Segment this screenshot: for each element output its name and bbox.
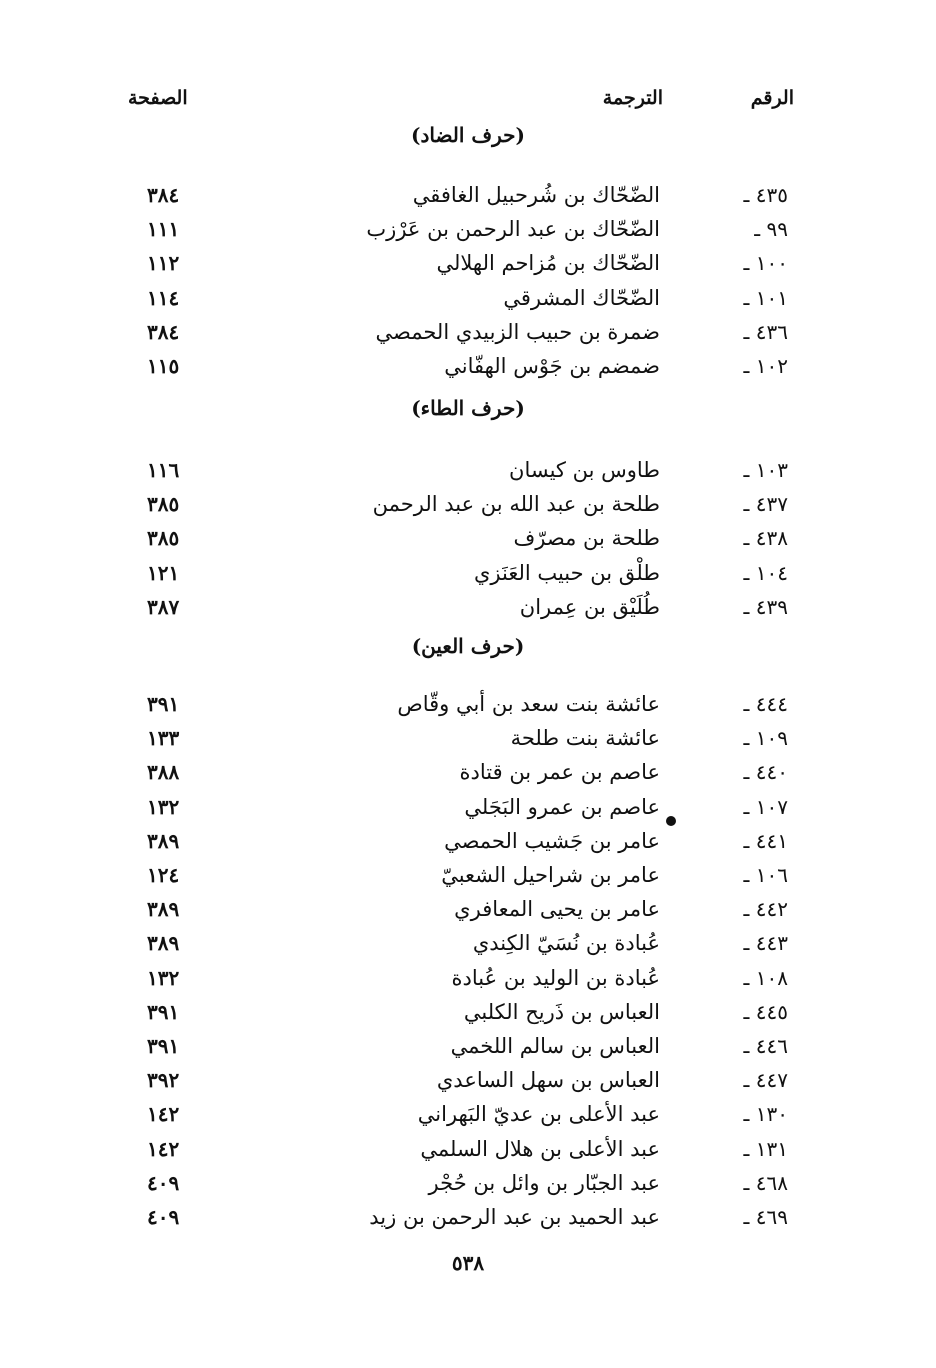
- index-entry-row: [0, 1200, 936, 1234]
- entry-number: ٤٣٩ ـ: [743, 594, 788, 619]
- entry-page: ٣٨٥: [147, 526, 180, 551]
- entry-number: ١٠٣ ـ: [743, 458, 788, 482]
- entry-page: ٣٨٤: [147, 183, 180, 207]
- entry-number: ١٠٨ ـ: [743, 965, 788, 990]
- entry-name: طلْق بن حبيب العَنَزي: [473, 560, 660, 585]
- entry-name: عامر بن شراحيل الشعبيّ: [441, 863, 660, 887]
- index-entry-row: [0, 721, 936, 755]
- entry-number: ٤٤١ ـ: [743, 828, 788, 853]
- entry-name: عامر بن جَشيب الحمصي: [444, 828, 660, 853]
- index-entry-row: [0, 453, 936, 487]
- index-entry-row: [0, 961, 936, 995]
- entry-page: ٤٠٩: [147, 1205, 180, 1229]
- entry-number: ٩٩ ـ: [754, 217, 788, 242]
- index-entry-row: [0, 892, 936, 926]
- entry-page: ١١٢: [147, 251, 180, 276]
- entry-page: ١٣٢: [147, 794, 180, 819]
- column-header-translation: الترجمة: [602, 87, 663, 109]
- entry-page: ٣٩١: [147, 1034, 180, 1058]
- entry-page: ١٤٢: [147, 1136, 180, 1161]
- index-entry-row: [0, 926, 936, 960]
- entry-name: عائشة بنت سعد بن أبي وقّاص: [397, 692, 660, 716]
- index-entry-row: [0, 178, 936, 212]
- entry-name: عاصم بن عمرو البَجَلي: [464, 794, 660, 819]
- entry-name: العباس بن سالم اللخمي: [450, 1034, 660, 1058]
- entry-name: ضمرة بن حبيب الزبيدي الحمصي: [375, 319, 660, 344]
- entry-number: ١٣٠ ـ: [743, 1102, 788, 1127]
- entry-number: ٤٤٤ ـ: [743, 692, 788, 716]
- entry-page: ١٤٢: [147, 1102, 180, 1127]
- entry-number: ١٠٩ ـ: [743, 726, 788, 751]
- entry-page: ٤٠٩: [147, 1170, 180, 1195]
- index-entry-row: [0, 1063, 936, 1097]
- section-heading: (حرف الضاد): [410, 123, 525, 147]
- entry-number: ١٠٧ ـ: [743, 794, 788, 819]
- entry-number: ١٠٢ ـ: [743, 354, 788, 378]
- entry-number: ١٠٤ ـ: [743, 560, 788, 585]
- entry-name: عبد الجبّار بن وائل بن حُجْر: [428, 1170, 660, 1195]
- entry-name: الضّحّاك بن شُرحبيل الغافقي: [412, 183, 660, 207]
- entry-number: ٤٤٢ ـ: [743, 897, 788, 922]
- entry-name: العباس بن ذَريح الكلبي: [463, 999, 660, 1024]
- index-entry-row: [0, 1166, 936, 1200]
- index-entry-row: [0, 521, 936, 555]
- column-header-number: الرقم: [750, 87, 794, 109]
- entry-number: ٤٦٩ ـ: [743, 1205, 788, 1229]
- entry-name: الضّحّاك بن مُزاحم الهلالي: [436, 251, 660, 276]
- entry-name: طاوس بن كيسان: [509, 458, 660, 482]
- index-entry-row: [0, 755, 936, 789]
- entry-name: عامر بن يحيى المعافري: [454, 897, 660, 922]
- index-entry-row: [0, 1132, 936, 1166]
- index-entry-row: [0, 212, 936, 246]
- entry-number: ٤٤٦ ـ: [743, 1034, 788, 1058]
- entry-name: طُلَيْق بن عِمران: [519, 594, 660, 619]
- page-number: ٥٣٨: [451, 1251, 485, 1275]
- index-entry-row: [0, 315, 936, 349]
- entry-number: ٤٣٨ ـ: [743, 526, 788, 551]
- entry-name: الضّحّاك بن عبد الرحمن بن عَرْزب: [366, 217, 660, 242]
- entry-number: ٤٤٣ ـ: [743, 931, 788, 956]
- ink-dot: [666, 816, 676, 826]
- index-entry-row: [0, 487, 936, 521]
- entry-number: ٤٤٧ ـ: [743, 1068, 788, 1093]
- index-entry-row: [0, 858, 936, 892]
- entry-page: ٣٨٩: [147, 931, 180, 956]
- entry-name: طلحة بن مصرّف: [513, 526, 660, 551]
- entry-number: ٤٦٨ ـ: [743, 1170, 788, 1195]
- index-entry-row: [0, 590, 936, 624]
- index-entry-row: [0, 246, 936, 280]
- entry-name: الضّحّاك المشرقي: [503, 285, 660, 310]
- entry-name: ضمضم بن جَوْس الهفّاني: [444, 354, 660, 378]
- entry-name: عائشة بنت طلحة: [510, 726, 660, 751]
- index-entry-row: [0, 1097, 936, 1131]
- entry-number: ٤٤٥ ـ: [743, 999, 788, 1024]
- index-entry-row: [0, 1029, 936, 1063]
- entry-page: ١١٦: [147, 458, 180, 482]
- entry-page: ٣٨٩: [147, 828, 180, 853]
- index-entry-row: [0, 281, 936, 315]
- entry-number: ٤٣٦ ـ: [743, 319, 788, 344]
- entry-number: ٤٣٧ ـ: [743, 492, 788, 517]
- entry-number: ٤٤٠ ـ: [743, 760, 788, 785]
- entry-page: ١١٥: [147, 354, 180, 378]
- entry-page: ١٢٤: [147, 863, 180, 887]
- entry-page: ٣٨٥: [147, 492, 180, 517]
- entry-page: ٣٨٧: [147, 594, 180, 619]
- index-entry-row: [0, 556, 936, 590]
- index-entry-row: [0, 995, 936, 1029]
- entry-number: ١٠١ ـ: [743, 285, 788, 310]
- entry-page: ٣٩١: [147, 999, 180, 1024]
- entry-name: عبد الأعلى بن هلال السلمي: [420, 1136, 660, 1161]
- entry-page: ٣٩٢: [147, 1068, 180, 1093]
- section-heading: (حرف الطاء): [411, 396, 525, 420]
- entry-number: ١٣١ ـ: [743, 1136, 788, 1161]
- section-heading: (حرف العين): [411, 634, 525, 658]
- entry-name: طلحة بن عبد الله بن عبد الرحمن: [372, 492, 660, 517]
- entry-name: عُبادة بن نُسَيّ الكِندي: [472, 931, 660, 956]
- index-entry-row: [0, 687, 936, 721]
- entry-number: ٤٣٥ ـ: [743, 183, 788, 207]
- entry-page: ١٣٣: [147, 726, 180, 751]
- entry-page: ١٣٢: [147, 965, 180, 990]
- entry-name: عبد الأعلى بن عديّ البَهراني: [417, 1102, 660, 1127]
- entry-number: ١٠٦ ـ: [743, 863, 788, 887]
- entry-page: ٣٨٨: [147, 760, 180, 785]
- index-entry-row: [0, 824, 936, 858]
- entry-page: ١١٤: [147, 285, 180, 310]
- entry-page: ١٢١: [147, 560, 180, 585]
- entry-page: ١١١: [147, 217, 180, 242]
- column-header-page: الصفحة: [128, 87, 188, 109]
- entry-page: ٣٨٩: [147, 897, 180, 922]
- entry-page: ٣٩١: [147, 692, 180, 716]
- index-entry-row: [0, 349, 936, 383]
- index-entry-row: [0, 790, 936, 824]
- entry-page: ٣٨٤: [147, 319, 180, 344]
- entry-name: العباس بن سهل الساعدي: [436, 1068, 660, 1093]
- entry-name: عاصم بن عمر بن قتادة: [459, 760, 660, 785]
- entry-name: عُبادة بن الوليد بن عُبادة: [451, 965, 660, 990]
- entry-number: ١٠٠ ـ: [743, 251, 788, 276]
- entry-name: عبد الحميد بن عبد الرحمن بن زيد: [369, 1205, 660, 1229]
